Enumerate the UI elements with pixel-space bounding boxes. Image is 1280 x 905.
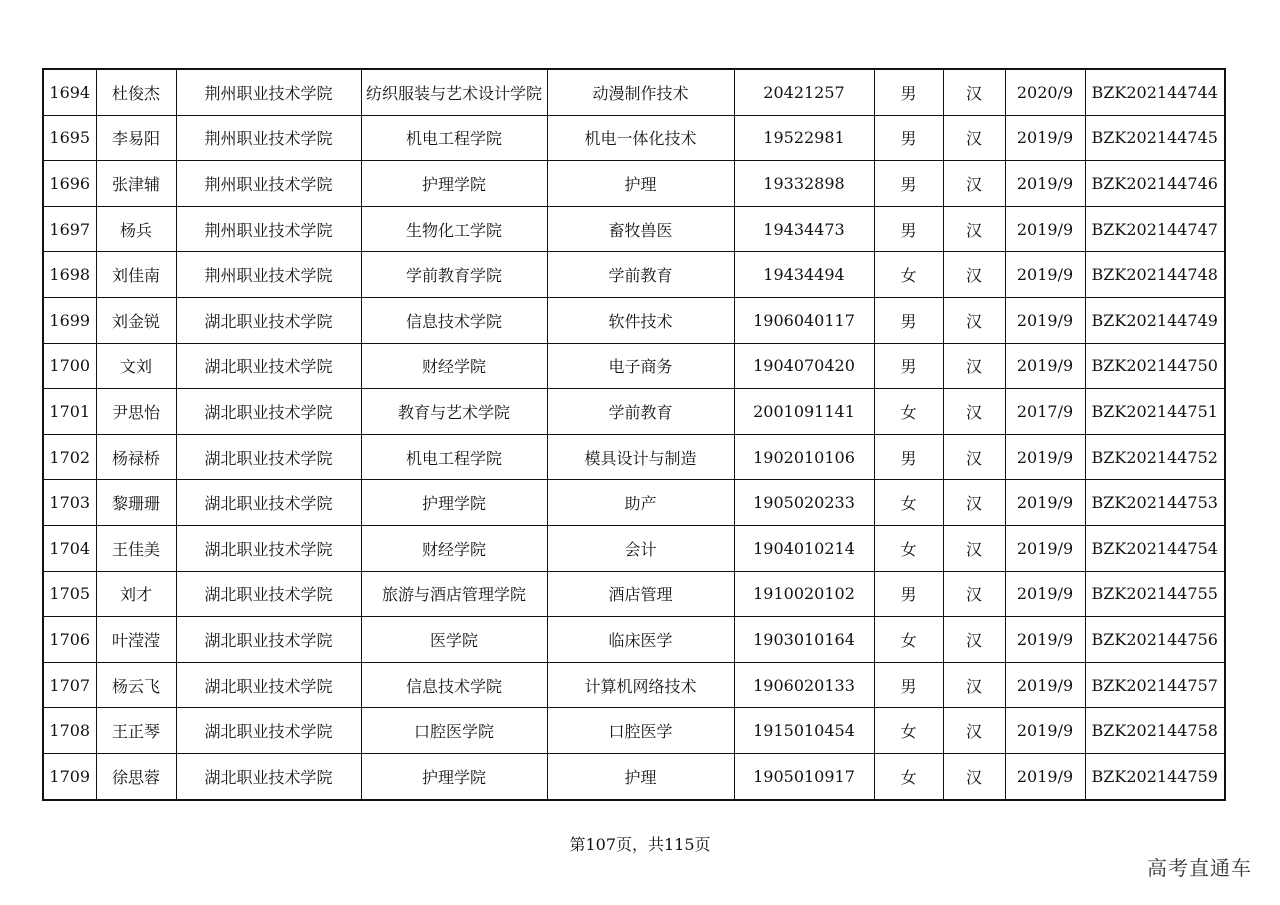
student-name-cell: 张津辅 — [96, 161, 176, 207]
student-name-cell: 刘金锐 — [96, 297, 176, 343]
school-cell: 湖北职业技术学院 — [176, 389, 361, 435]
table-body — [43, 69, 1225, 800]
student-name-cell: 刘才 — [96, 571, 176, 617]
ethnicity-cell: 汉 — [943, 434, 1005, 480]
student-id-cell: 1902010106 — [734, 434, 874, 480]
table-row — [43, 206, 1225, 252]
sex-cell: 男 — [874, 161, 943, 207]
ethnicity-cell: 汉 — [943, 662, 1005, 708]
student-id-cell: 19332898 — [734, 161, 874, 207]
certificate-number-cell: BZK202144756 — [1085, 617, 1225, 663]
student-id-cell: 19522981 — [734, 115, 874, 161]
enrollment-date-cell: 2019/9 — [1005, 297, 1085, 343]
school-cell: 湖北职业技术学院 — [176, 708, 361, 754]
row-number-cell: 1700 — [43, 343, 96, 389]
certificate-number-cell: BZK202144752 — [1085, 434, 1225, 480]
table-row — [43, 115, 1225, 161]
college-cell: 纺织服装与艺术设计学院 — [361, 69, 547, 115]
student-id-cell: 1906040117 — [734, 297, 874, 343]
certificate-number-cell: BZK202144745 — [1085, 115, 1225, 161]
student-name-cell: 李易阳 — [96, 115, 176, 161]
row-number-cell: 1701 — [43, 389, 96, 435]
major-cell: 护理 — [547, 161, 734, 207]
student-name-cell: 尹思怡 — [96, 389, 176, 435]
student-name-cell: 王正琴 — [96, 708, 176, 754]
row-number-cell: 1708 — [43, 708, 96, 754]
table-row — [43, 525, 1225, 571]
enrollment-date-cell: 2020/9 — [1005, 69, 1085, 115]
student-id-cell: 19434473 — [734, 206, 874, 252]
certificate-number-cell: BZK202144755 — [1085, 571, 1225, 617]
major-cell: 酒店管理 — [547, 571, 734, 617]
major-cell: 动漫制作技术 — [547, 69, 734, 115]
ethnicity-cell: 汉 — [943, 525, 1005, 571]
ethnicity-cell: 汉 — [943, 115, 1005, 161]
major-cell: 模具设计与制造 — [547, 434, 734, 480]
table-row — [43, 297, 1225, 343]
ethnicity-cell: 汉 — [943, 389, 1005, 435]
college-cell: 机电工程学院 — [361, 115, 547, 161]
certificate-number-cell: BZK202144744 — [1085, 69, 1225, 115]
table-row — [43, 252, 1225, 298]
table-row — [43, 69, 1225, 115]
row-number-cell: 1694 — [43, 69, 96, 115]
school-cell: 荆州职业技术学院 — [176, 252, 361, 298]
sex-cell: 女 — [874, 252, 943, 298]
major-cell: 计算机网络技术 — [547, 662, 734, 708]
school-cell: 湖北职业技术学院 — [176, 343, 361, 389]
student-id-cell: 19434494 — [734, 252, 874, 298]
enrollment-date-cell: 2019/9 — [1005, 525, 1085, 571]
enrollment-date-cell: 2019/9 — [1005, 434, 1085, 480]
enrollment-date-cell: 2019/9 — [1005, 617, 1085, 663]
enrollment-date-cell: 2019/9 — [1005, 206, 1085, 252]
certificate-number-cell: BZK202144758 — [1085, 708, 1225, 754]
sex-cell: 女 — [874, 389, 943, 435]
major-cell: 电子商务 — [547, 343, 734, 389]
sex-cell: 男 — [874, 662, 943, 708]
student-id-cell: 1904010214 — [734, 525, 874, 571]
school-cell: 荆州职业技术学院 — [176, 115, 361, 161]
college-cell: 医学院 — [361, 617, 547, 663]
student-name-cell: 杨兵 — [96, 206, 176, 252]
college-cell: 财经学院 — [361, 343, 547, 389]
row-number-cell: 1699 — [43, 297, 96, 343]
row-number-cell: 1706 — [43, 617, 96, 663]
school-cell: 湖北职业技术学院 — [176, 571, 361, 617]
student-id-cell: 2001091141 — [734, 389, 874, 435]
student-name-cell: 王佳美 — [96, 525, 176, 571]
ethnicity-cell: 汉 — [943, 206, 1005, 252]
major-cell: 学前教育 — [547, 389, 734, 435]
enrollment-date-cell: 2019/9 — [1005, 662, 1085, 708]
student-id-cell: 1905020233 — [734, 480, 874, 526]
ethnicity-cell: 汉 — [943, 69, 1005, 115]
enrollment-date-cell: 2019/9 — [1005, 252, 1085, 298]
certificate-number-cell: BZK202144757 — [1085, 662, 1225, 708]
row-number-cell: 1707 — [43, 662, 96, 708]
college-cell: 旅游与酒店管理学院 — [361, 571, 547, 617]
table-row — [43, 571, 1225, 617]
enrollment-date-cell: 2019/9 — [1005, 571, 1085, 617]
college-cell: 机电工程学院 — [361, 434, 547, 480]
table-row — [43, 753, 1225, 799]
table-row — [43, 662, 1225, 708]
ethnicity-cell: 汉 — [943, 343, 1005, 389]
row-number-cell: 1704 — [43, 525, 96, 571]
major-cell: 软件技术 — [547, 297, 734, 343]
student-id-cell: 1903010164 — [734, 617, 874, 663]
enrollment-date-cell: 2019/9 — [1005, 115, 1085, 161]
student-name-cell: 徐思蓉 — [96, 753, 176, 799]
row-number-cell: 1705 — [43, 571, 96, 617]
ethnicity-cell: 汉 — [943, 708, 1005, 754]
table-row — [43, 389, 1225, 435]
ethnicity-cell: 汉 — [943, 252, 1005, 298]
row-number-cell: 1709 — [43, 753, 96, 799]
school-cell: 荆州职业技术学院 — [176, 206, 361, 252]
certificate-number-cell: BZK202144746 — [1085, 161, 1225, 207]
major-cell: 临床医学 — [547, 617, 734, 663]
college-cell: 护理学院 — [361, 161, 547, 207]
sex-cell: 男 — [874, 343, 943, 389]
ethnicity-cell: 汉 — [943, 161, 1005, 207]
school-cell: 湖北职业技术学院 — [176, 525, 361, 571]
enrollment-date-cell: 2017/9 — [1005, 389, 1085, 435]
student-name-cell: 杨云飞 — [96, 662, 176, 708]
student-id-cell: 1906020133 — [734, 662, 874, 708]
row-number-cell: 1695 — [43, 115, 96, 161]
certificate-number-cell: BZK202144749 — [1085, 297, 1225, 343]
sex-cell: 男 — [874, 571, 943, 617]
watermark-logo: 高考直通车 — [1147, 856, 1252, 880]
enrollment-date-cell: 2019/9 — [1005, 753, 1085, 799]
ethnicity-cell: 汉 — [943, 617, 1005, 663]
college-cell: 信息技术学院 — [361, 297, 547, 343]
sex-cell: 女 — [874, 525, 943, 571]
ethnicity-cell: 汉 — [943, 480, 1005, 526]
major-cell: 护理 — [547, 753, 734, 799]
certificate-number-cell: BZK202144751 — [1085, 389, 1225, 435]
table-row — [43, 343, 1225, 389]
college-cell: 教育与艺术学院 — [361, 389, 547, 435]
enrollment-date-cell: 2019/9 — [1005, 161, 1085, 207]
major-cell: 口腔医学 — [547, 708, 734, 754]
student-name-cell: 黎珊珊 — [96, 480, 176, 526]
major-cell: 助产 — [547, 480, 734, 526]
major-cell: 会计 — [547, 525, 734, 571]
table-row — [43, 161, 1225, 207]
student-id-cell: 1910020102 — [734, 571, 874, 617]
student-name-cell: 叶滢滢 — [96, 617, 176, 663]
certificate-number-cell: BZK202144759 — [1085, 753, 1225, 799]
sex-cell: 男 — [874, 434, 943, 480]
school-cell: 湖北职业技术学院 — [176, 480, 361, 526]
college-cell: 生物化工学院 — [361, 206, 547, 252]
student-id-cell: 1915010454 — [734, 708, 874, 754]
certificate-number-cell: BZK202144748 — [1085, 252, 1225, 298]
sex-cell: 男 — [874, 297, 943, 343]
table-row — [43, 480, 1225, 526]
ethnicity-cell: 汉 — [943, 753, 1005, 799]
student-name-cell: 文刘 — [96, 343, 176, 389]
major-cell: 机电一体化技术 — [547, 115, 734, 161]
row-number-cell: 1703 — [43, 480, 96, 526]
table-row — [43, 617, 1225, 663]
certificate-number-cell: BZK202144753 — [1085, 480, 1225, 526]
sex-cell: 女 — [874, 617, 943, 663]
school-cell: 荆州职业技术学院 — [176, 69, 361, 115]
major-cell: 学前教育 — [547, 252, 734, 298]
school-cell: 湖北职业技术学院 — [176, 617, 361, 663]
school-cell: 湖北职业技术学院 — [176, 753, 361, 799]
student-name-cell: 杜俊杰 — [96, 69, 176, 115]
student-id-cell: 1904070420 — [734, 343, 874, 389]
college-cell: 信息技术学院 — [361, 662, 547, 708]
row-number-cell: 1702 — [43, 434, 96, 480]
ethnicity-cell: 汉 — [943, 571, 1005, 617]
student-id-cell: 1905010917 — [734, 753, 874, 799]
certificate-number-cell: BZK202144754 — [1085, 525, 1225, 571]
certificate-number-cell: BZK202144750 — [1085, 343, 1225, 389]
enrollment-date-cell: 2019/9 — [1005, 708, 1085, 754]
college-cell: 财经学院 — [361, 525, 547, 571]
college-cell: 口腔医学院 — [361, 708, 547, 754]
table-row — [43, 708, 1225, 754]
sex-cell: 女 — [874, 753, 943, 799]
enrollment-date-cell: 2019/9 — [1005, 343, 1085, 389]
college-cell: 护理学院 — [361, 480, 547, 526]
table-row — [43, 434, 1225, 480]
school-cell: 湖北职业技术学院 — [176, 662, 361, 708]
sex-cell: 女 — [874, 708, 943, 754]
college-cell: 护理学院 — [361, 753, 547, 799]
school-cell: 湖北职业技术学院 — [176, 434, 361, 480]
student-name-cell: 刘佳南 — [96, 252, 176, 298]
school-cell: 湖北职业技术学院 — [176, 297, 361, 343]
school-cell: 荆州职业技术学院 — [176, 161, 361, 207]
major-cell: 畜牧兽医 — [547, 206, 734, 252]
row-number-cell: 1696 — [43, 161, 96, 207]
ethnicity-cell: 汉 — [943, 297, 1005, 343]
enrollment-date-cell: 2019/9 — [1005, 480, 1085, 526]
college-cell: 学前教育学院 — [361, 252, 547, 298]
student-name-cell: 杨禄桥 — [96, 434, 176, 480]
row-number-cell: 1698 — [43, 252, 96, 298]
page-number: 第107页，共115页 — [569, 835, 711, 854]
sex-cell: 男 — [874, 115, 943, 161]
student-id-cell: 20421257 — [734, 69, 874, 115]
certificate-number-cell: BZK202144747 — [1085, 206, 1225, 252]
row-number-cell: 1697 — [43, 206, 96, 252]
sex-cell: 男 — [874, 69, 943, 115]
sex-cell: 女 — [874, 480, 943, 526]
sex-cell: 男 — [874, 206, 943, 252]
student-record-table — [42, 68, 1226, 801]
